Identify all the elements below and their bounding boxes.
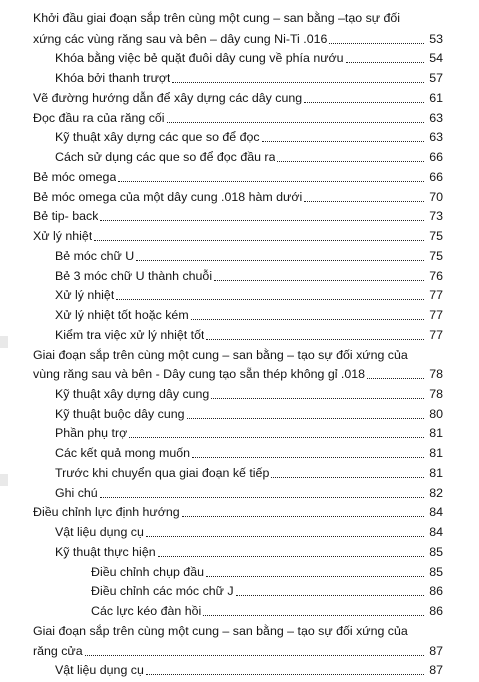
- dot-leader: [116, 298, 424, 300]
- dot-leader: [118, 180, 424, 182]
- dot-leader: [236, 594, 424, 596]
- toc-entry[interactable]: [55, 380, 443, 402]
- toc-entry-title: Phần phụ trợ: [55, 426, 128, 440]
- toc-entry-title: Bẻ móc omega của một dây cung .018 hàm dưới: [33, 190, 303, 204]
- toc-entry-title: Bẻ 3 móc chữ U thành chuỗi: [55, 269, 213, 283]
- toc-entry-title: Các lực kéo đàn hồi: [91, 604, 202, 618]
- toc-entry-title: Bẻ móc omega: [33, 170, 117, 184]
- toc-entry-page-number: 81: [429, 426, 443, 440]
- toc-entry-page-number: 75: [429, 229, 443, 243]
- dot-leader: [146, 535, 424, 537]
- toc-entry-title: Điều chỉnh lực định hướng: [33, 505, 180, 519]
- toc-entry-title: Xử lý nhiệt: [33, 229, 93, 243]
- dot-leader: [262, 140, 424, 142]
- toc-entry-title: răng cửa: [33, 644, 83, 658]
- dot-leader: [191, 318, 424, 320]
- toc-entry[interactable]: [33, 360, 443, 382]
- toc-entry-title: Bẻ tip- back: [33, 209, 99, 223]
- toc-entry-title: Ghi chú: [55, 486, 98, 500]
- toc-entry-title: Kỹ thuật xây dựng dây cung: [55, 387, 210, 401]
- toc-entry-page-number: 81: [429, 446, 443, 460]
- toc-entry-page-number: 54: [429, 51, 443, 65]
- toc-entry-title: Vật liệu dụng cụ: [55, 525, 144, 539]
- toc-entry[interactable]: [55, 242, 443, 264]
- toc-entry-page-number: 76: [429, 269, 443, 283]
- toc-entry-title: Vật liệu dụng cụ: [55, 663, 144, 677]
- toc-entry-page-number: 75: [429, 249, 443, 263]
- binder-hole-mark: [0, 474, 8, 486]
- dot-leader: [158, 555, 424, 557]
- toc-entry-title: Đọc đầu ra của răng cối: [33, 111, 165, 125]
- toc-entry-page-number: 84: [429, 505, 443, 519]
- dot-leader: [172, 81, 424, 83]
- toc-entry[interactable]: [33, 202, 443, 224]
- toc-entry-title: Cách sử dụng các que so để đọc đầu ra: [55, 150, 276, 164]
- toc-entry[interactable]: [91, 577, 443, 599]
- toc-entry-page-number: 61: [429, 91, 443, 105]
- dot-leader: [271, 476, 424, 478]
- dot-leader: [277, 160, 424, 162]
- toc-entry-title: Kỹ thuật buộc dây cung: [55, 407, 185, 421]
- toc-entry[interactable]: [55, 301, 443, 323]
- toc-entry[interactable]: [33, 498, 443, 520]
- toc-entry-title: Các kết quả mong muốn: [55, 446, 190, 460]
- toc-entry-title: Xử lý nhiệt: [55, 288, 115, 302]
- toc-entry[interactable]: [55, 459, 443, 481]
- toc-entry-page-number: 66: [429, 170, 443, 184]
- toc-entry-title: Giai đoạn sắp trên cùng một cung – san bằng – tạo sự đối xứng của: [33, 624, 408, 638]
- toc-entry[interactable]: [55, 44, 443, 66]
- toc-entry-title: Kỹ thuật xây dựng các que so để đọc: [55, 130, 260, 144]
- toc-entry-page-number: 87: [429, 644, 443, 658]
- toc-entry-page-number: 78: [429, 367, 443, 381]
- dot-leader: [211, 397, 424, 399]
- dot-leader: [129, 436, 424, 438]
- toc-entry[interactable]: [55, 123, 443, 145]
- toc-entry[interactable]: [91, 597, 443, 619]
- dot-leader: [94, 239, 424, 241]
- toc-entry[interactable]: [33, 222, 443, 244]
- toc-entry-page-number: 86: [429, 584, 443, 598]
- toc-entry-title: Điều chỉnh các móc chữ J: [91, 584, 234, 598]
- toc-entry[interactable]: [55, 419, 443, 441]
- toc-entry-title: Kiểm tra việc xử lý nhiệt tốt: [55, 328, 205, 342]
- dot-leader: [100, 219, 424, 221]
- toc-entry[interactable]: [55, 281, 443, 303]
- toc-entry[interactable]: [55, 518, 443, 540]
- toc-entry-page-number: 77: [429, 328, 443, 342]
- toc-entry-title: Khóa bằng việc bẻ quặt đuôi dây cung về phía nướu: [55, 51, 344, 65]
- toc-entry[interactable]: [55, 321, 443, 343]
- toc-entry[interactable]: [33, 163, 443, 185]
- dot-leader: [304, 101, 424, 103]
- toc-entry-page-number: 73: [429, 209, 443, 223]
- toc-entry-page-number: 80: [429, 407, 443, 421]
- toc-entry-page-number: 85: [429, 545, 443, 559]
- toc-entry[interactable]: [33, 4, 400, 26]
- toc-entry[interactable]: [55, 64, 443, 86]
- toc-entry[interactable]: [55, 439, 443, 461]
- toc-entry-page-number: 81: [429, 466, 443, 480]
- toc-entry-title: Giai đoạn sắp trên cùng một cung – san bằng – tạo sự đối xứng của: [33, 348, 408, 362]
- toc-entry[interactable]: [33, 617, 408, 639]
- toc-entry-page-number: 86: [429, 604, 443, 618]
- dot-leader: [206, 338, 424, 340]
- binder-hole-mark: [0, 336, 8, 348]
- toc-entry[interactable]: [55, 656, 443, 678]
- dot-leader: [203, 614, 424, 616]
- toc-entry-page-number: 85: [429, 565, 443, 579]
- toc-entry-title: Khóa bởi thanh trượt: [55, 71, 171, 85]
- toc-entry-page-number: 78: [429, 387, 443, 401]
- toc-entry-page-number: 77: [429, 308, 443, 322]
- toc-entry-page-number: 82: [429, 486, 443, 500]
- toc-entry-title: Vẽ đường hướng dẫn để xây dựng các dây cung: [33, 91, 303, 105]
- toc-entry-title: Bẻ móc chữ U: [55, 249, 135, 263]
- dot-leader: [192, 456, 424, 458]
- dot-leader: [182, 515, 424, 517]
- toc-entry-page-number: 87: [429, 663, 443, 677]
- toc-entry-page-number: 57: [429, 71, 443, 85]
- toc-entry-title: Kỹ thuật thực hiện: [55, 545, 156, 559]
- dot-leader: [146, 673, 424, 675]
- toc-entry-page-number: 84: [429, 525, 443, 539]
- toc-entry[interactable]: [55, 538, 443, 560]
- toc-entry-title: Điều chỉnh chụp đầu: [91, 565, 204, 579]
- dot-leader: [367, 377, 424, 379]
- toc-entry-page-number: 53: [429, 32, 443, 46]
- dot-leader: [346, 61, 424, 63]
- toc-entry-title: Trước khi chuyển qua giai đoạn kế tiếp: [55, 466, 270, 480]
- toc-entry-page-number: 63: [429, 130, 443, 144]
- toc-entry-page-number: 63: [429, 111, 443, 125]
- toc-entry-title: Khởi đầu giai đoạn sắp trên cùng một cung – san bằng –tạo sự đối: [33, 11, 401, 25]
- toc-entry-title: vùng răng sau và bên - Dây cung tạo sẵn thép không gỉ .018: [33, 367, 366, 381]
- toc-entry[interactable]: [33, 84, 443, 106]
- toc-entry-page-number: 77: [429, 288, 443, 302]
- toc-entry-page-number: 70: [429, 190, 443, 204]
- toc-entry[interactable]: [55, 143, 443, 165]
- toc-entry-title: Xử lý nhiệt tốt hoặc kém: [55, 308, 189, 322]
- dot-leader: [136, 259, 424, 261]
- toc-entry-title: xứng các vùng răng sau và bên – dây cung Ni-Ti .016: [33, 32, 328, 46]
- toc-entry-page-number: 66: [429, 150, 443, 164]
